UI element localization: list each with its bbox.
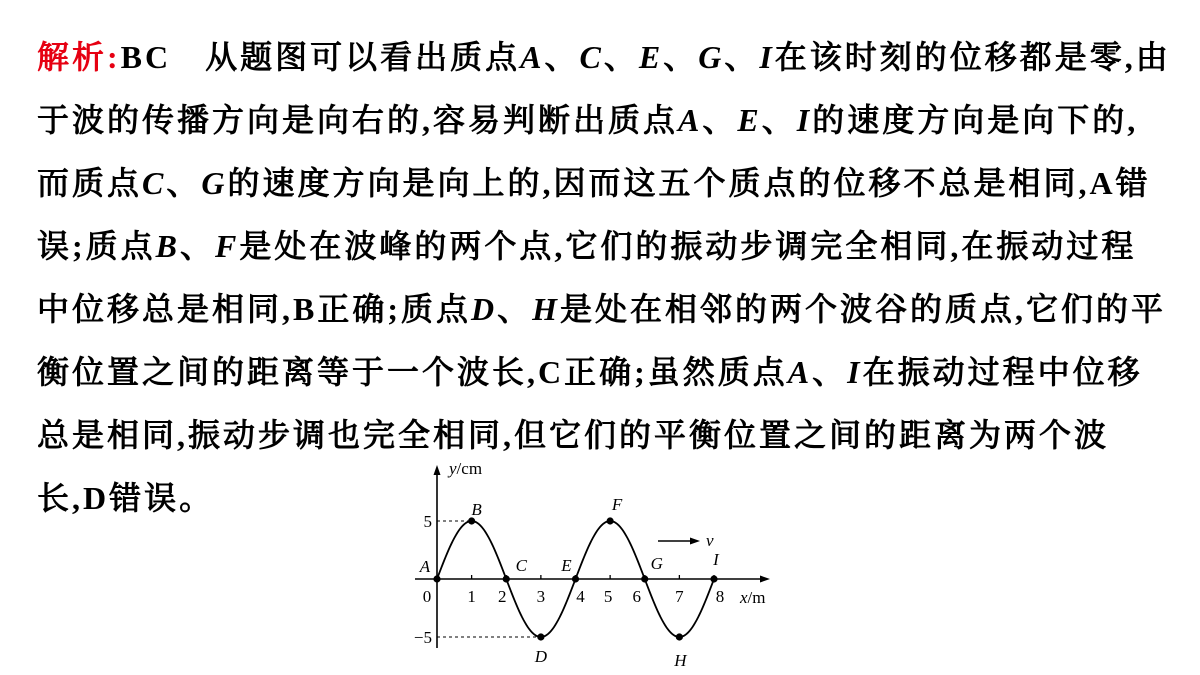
point-label: D (471, 291, 498, 327)
explanation-line (37, 89, 1197, 152)
y-axis-arrowhead (434, 465, 441, 475)
explanation-text: 于波的传播方向是向右的,容易判断出质点 (37, 102, 679, 138)
point-label: E (561, 556, 572, 575)
explanation-text: 、 (724, 39, 760, 75)
point-label: C (579, 39, 604, 75)
explanation-line (37, 341, 1197, 404)
point-label: H (674, 651, 687, 670)
point-label: C (142, 165, 167, 201)
point-label: F (611, 495, 623, 514)
x-tick-label: 7 (675, 587, 684, 606)
wave-graph (400, 455, 790, 675)
velocity-arrowhead (690, 538, 700, 545)
explanation-line (37, 26, 1197, 89)
explanation-text: 而质点 (37, 165, 143, 201)
x-tick-label: 2 (498, 587, 507, 606)
explanation-line (37, 152, 1197, 215)
explanation-heading: 解析: (37, 39, 121, 75)
explanation-text: 从题图可以看出质点 (205, 39, 521, 75)
wave-point (572, 575, 579, 582)
x-tick-label: 5 (603, 587, 613, 606)
point-label: I (759, 39, 775, 75)
point-label: F (215, 228, 240, 264)
explanation-line (37, 215, 1197, 278)
point-label: I (713, 550, 719, 569)
explanation-line (37, 278, 1197, 341)
x-axis-label (739, 588, 766, 607)
x-axis-arrowhead (760, 576, 770, 583)
wave-point (676, 633, 683, 640)
explanation-text: 在振动过程中位移 (862, 354, 1143, 390)
y-axis-label (447, 459, 482, 478)
explanation-text: 、 (180, 228, 216, 264)
answer-letters: BC (120, 39, 172, 75)
point-label: A (419, 557, 431, 576)
explanation-text: 、 (663, 39, 699, 75)
explanation-text: 、 (497, 291, 533, 327)
explanation-text: 长,D错误。 (37, 480, 215, 516)
explanation-text: 衡位置之间的距离等于一个波长,C正确;虽然质点 (37, 354, 788, 390)
point-label: E (737, 102, 762, 138)
wave-point (537, 633, 544, 640)
x-tick-label: 1 (467, 587, 476, 606)
point-label: D (534, 647, 548, 666)
axis-unit: /cm (456, 459, 483, 478)
point-label: G (201, 165, 228, 201)
point-label: B (155, 228, 181, 264)
explanation-text: 中位移总是相同,B正确;质点 (37, 291, 472, 327)
x-tick-label: 8 (715, 587, 725, 606)
point-label: I (847, 354, 863, 390)
wave-point (607, 517, 614, 524)
explanation-text: 、 (603, 39, 639, 75)
wave-figure (400, 455, 790, 675)
y-tick-label: 5 (423, 512, 432, 531)
point-label: H (532, 291, 561, 327)
explanation-text: 是处在波峰的两个点,它们的振动步调完全相同,在振动过程 (239, 228, 1137, 264)
x-tick-label: 3 (536, 587, 546, 606)
point-label: B (471, 500, 482, 519)
point-label: A (678, 102, 703, 138)
point-label: I (796, 102, 813, 138)
explanation-text: 是处在相邻的两个波谷的质点,它们的平 (560, 291, 1167, 327)
y-tick-label: −5 (413, 628, 432, 647)
explanation-text: 误;质点 (37, 228, 156, 264)
explanation-text: 总是相同,振动步调也完全相同,但它们的平衡位置之间的距离为两个波 (37, 417, 1110, 453)
x-tick-label: 6 (632, 587, 641, 606)
explanation-text: 、 (761, 102, 797, 138)
axis-symbol: y (449, 459, 457, 478)
point-label: G (698, 39, 725, 75)
wave-point (433, 575, 440, 582)
point-label: A (520, 39, 545, 75)
point-label: C (515, 556, 527, 575)
point-label: G (650, 554, 663, 573)
x-tick-label: 4 (576, 587, 585, 606)
explanation-text: 、 (544, 39, 580, 75)
explanation-text: 的速度方向是向下的, (812, 102, 1139, 138)
axis-symbol: x (740, 588, 748, 607)
wave-point (710, 575, 717, 582)
explanation-text: 在该时刻的位移都是零,由 (774, 39, 1171, 75)
wave-point (641, 575, 648, 582)
point-label: A (787, 354, 813, 390)
explanation-text: 的速度方向是向上的,因而这五个质点的位移不总是相同,A错 (227, 165, 1151, 201)
explanation-text: 、 (166, 165, 202, 201)
point-label: E (638, 39, 664, 75)
explanation-text: 、 (702, 102, 738, 138)
explanation-text: 、 (812, 354, 848, 390)
x-tick-label: 0 (422, 587, 432, 606)
axis-unit: /m (747, 588, 766, 607)
velocity-label: v (706, 531, 714, 550)
wave-point (503, 575, 510, 582)
